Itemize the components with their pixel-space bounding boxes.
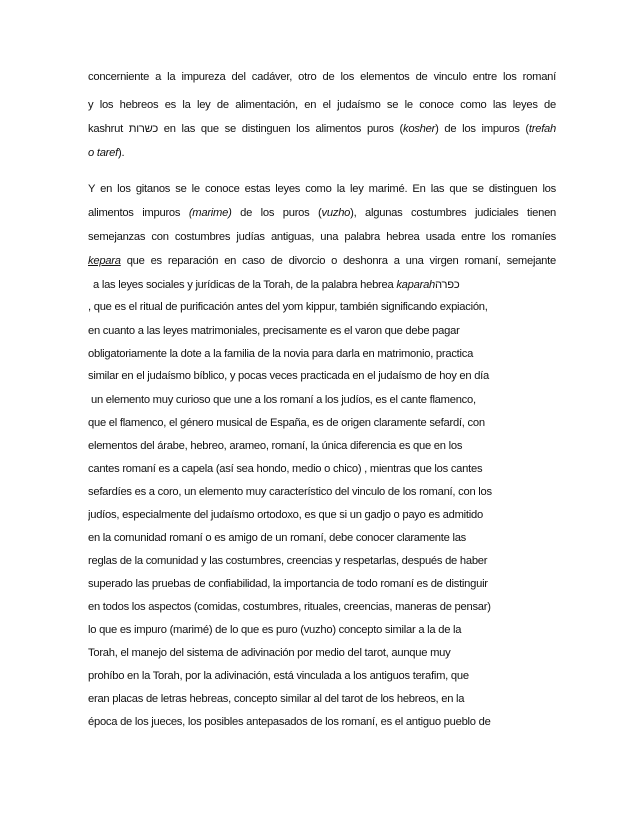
text-line: superado las pruebas de confiabilidad, la importancia de todo romaní es de distinguir <box>88 578 488 590</box>
text-line: cantes romaní es a capela (así sea hondo, medio o chico) , mientras que los cantes <box>88 463 483 475</box>
text-line: que el flamenco, el género musical de España, es de origen claramente sefardí, con <box>88 417 485 429</box>
text-line: Torah, el manejo del sistema de adivinación por medio del tarot, aunque muy <box>88 647 451 659</box>
text-line: semejanzas con costumbres judías antiguas, una palabra hebrea usada entre los romaníes <box>88 231 556 243</box>
text-fragment: en las que se distinguen los alimentos puros ( <box>157 123 403 135</box>
text-line: y los hebreos es la ley de alimentación, en el judaísmo se le conoce como las leyes de <box>88 99 556 111</box>
text-line: obligatoriamente la dote a la familia de la novia para darla en matrimonio, practica <box>88 348 474 360</box>
text-line: en cuanto a las leyes matrimoniales, precisamente es el varon que debe pagar <box>88 325 460 337</box>
text-line: en la comunidad romaní o es amigo de un romaní, debe conocer claramente las <box>88 532 467 544</box>
text-line <box>88 254 556 268</box>
text-fragment: ). <box>117 147 125 159</box>
text-line: prohíbo en la Torah, por la adivinación, está vinculada a los antiguos terafim, que <box>88 670 469 682</box>
text-line: similar en el judaísmo bíblico, y pocas veces practicada en el judaísmo de hoy en día <box>88 370 489 382</box>
italic-term: o taref <box>88 147 118 159</box>
italic-term: vuzho <box>321 207 351 219</box>
italic-term: kosher <box>403 123 436 135</box>
italic-term: kaparah <box>396 279 436 291</box>
text-line: época de los jueces, los posibles antepasados de los romaní, es el antiguo pueblo de <box>88 716 491 728</box>
text-line: elementos del árabe, hebreo, arameo, romaní, la única diferencia es que en los <box>88 440 463 452</box>
text-line <box>93 278 561 292</box>
text-line: , que es el ritual de purificación antes del yom kippur, también significando expiación, <box>88 301 488 313</box>
italic-term: (marime) <box>188 207 232 219</box>
italic-term: trefah <box>528 123 556 135</box>
text-line: concerniente a la impureza del cadáver, otro de los elementos de vinculo entre los romaní <box>88 71 556 83</box>
underlined-term: kepara <box>88 255 121 267</box>
text-line: sefardíes es a coro, un elemento muy característico del vinculo de los romaní, con los <box>88 486 492 498</box>
text-fragment: kashrut <box>88 123 129 135</box>
hebrew-word: כפרה <box>435 279 460 291</box>
text-fragment: alimentos impuros <box>88 207 189 219</box>
text-line: judíos, especialmente del judaísmo ortodoxo, es que si un gadjo o payo es admitido <box>88 509 483 521</box>
text-line: un elemento muy curioso que une a los romaní a los judíos, es el cante flamenco, <box>91 394 476 406</box>
text-fragment: ) de los impuros ( <box>435 123 529 135</box>
hebrew-word: כשרות <box>128 123 158 135</box>
text-fragment: a las leyes sociales y jurídicas de la Torah, de la palabra hebrea <box>93 279 397 291</box>
text-line: eran placas de letras hebreas, concepto similar al del tarot de los hebreos, en la <box>88 693 465 705</box>
text-line: en todos los aspectos (comidas, costumbres, rituales, creencias, maneras de pensar) <box>88 601 491 613</box>
text-fragment: de los puros ( <box>231 207 322 219</box>
text-line-kashrut <box>88 122 556 136</box>
text-line <box>88 146 556 160</box>
text-line <box>88 206 556 220</box>
text-fragment: que es reparación en caso de divorcio o deshonra a una virgen romaní, semejante <box>120 255 556 267</box>
text-line: reglas de la comunidad y las costumbres, creencias y respetarlas, después de haber <box>88 555 488 567</box>
text-line: lo que es impuro (marimé) de lo que es puro (vuzho) concepto similar a la de la <box>88 624 462 636</box>
text-fragment: ), algunas costumbres judiciales tienen <box>350 207 556 219</box>
text-line: Y en los gitanos se le conoce estas leyes como la ley marimé. En las que se distinguen los <box>88 183 556 195</box>
